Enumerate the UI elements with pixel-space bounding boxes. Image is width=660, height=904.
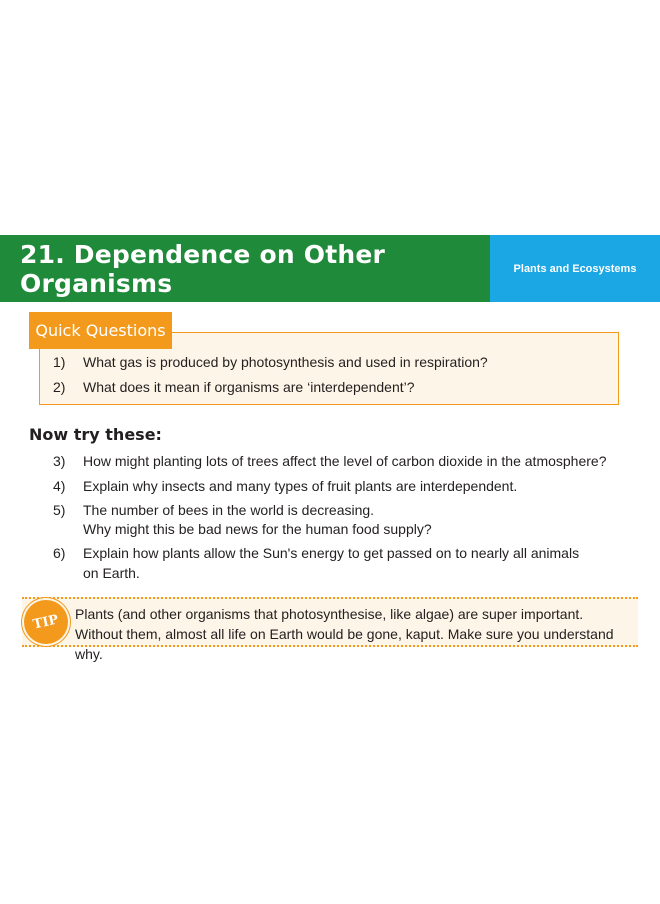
question-number: 4) (53, 478, 66, 494)
question-number: 3) (53, 453, 66, 469)
tip-badge-label: TIP (31, 612, 61, 632)
question-text: Explain why insects and many types of fruit plants are interdependent. (83, 478, 518, 494)
quick-questions-heading: Quick Questions (35, 321, 166, 340)
now-try-heading: Now try these: (29, 425, 162, 444)
topic-tab (490, 235, 660, 302)
header-title-bar (0, 235, 490, 302)
topic-label: Plants and Ecosystems (513, 262, 637, 275)
tip-text: Plants (and other organisms that photosynthesise, like algae) are super important. Without them, almost all life on Earth would be gone, kaput. Make sure you understand why. (75, 606, 614, 662)
question-text: on Earth. (83, 565, 140, 581)
page-title: 21. Dependence on Other Organisms (20, 239, 386, 298)
question-text: What does it mean if organisms are ‘interdependent’? (83, 379, 415, 395)
question-text: What gas is produced by photosynthesis and used in respiration? (83, 354, 488, 370)
tip-badge-icon (24, 600, 68, 644)
page-header (0, 235, 660, 302)
question-text: Why might this be bad news for the human food supply? (83, 521, 432, 537)
question-number: 6) (53, 545, 66, 561)
question-text: How might planting lots of trees affect the level of carbon dioxide in the atmosphere? (83, 453, 607, 469)
question-number: 5) (53, 502, 66, 518)
quick-questions-tab (29, 312, 172, 349)
question-text: The number of bees in the world is decreasing. (83, 502, 375, 518)
question-text: Explain how plants allow the Sun's energy to get passed on to nearly all animals (83, 545, 580, 561)
question-number: 2) (53, 379, 66, 395)
question-number: 1) (53, 354, 66, 370)
